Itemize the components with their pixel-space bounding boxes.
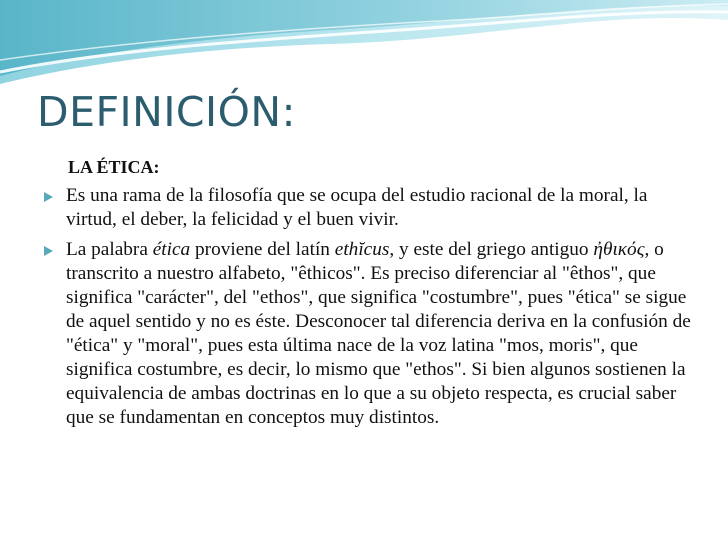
term-greek: ἠθικός <box>593 239 645 260</box>
bullet-icon <box>44 246 53 256</box>
bullet-text-part: La palabra <box>66 239 153 260</box>
bullet-text-part: , o transcrito a nuestro alfabeto, "êthicos". Es preciso diferenciar al "êthos", que significa "carácter", del "ethos", que significa "costumbre", pues "ética" se sigue de aquel sentido y no es éste. Desconocer tal diferencia deriva en la confusión de "ética" y "moral", pues esta última nace de la voz latina "mos, moris", que significa costumbre, es decir, lo mismo que "ethos". Si bien algunos sostienen la equivalencia de ambas doctrinas en lo que a su objeto respecta, es crucial saber que se fundamentan en conceptos muy distintos. <box>66 239 691 428</box>
bullet-list <box>44 184 694 436</box>
subheading: LA ÉTICA: <box>68 157 160 177</box>
list-item <box>44 184 694 232</box>
list-item <box>44 238 694 430</box>
bullet-text: Es una rama de la filosofía que se ocupa del estudio racional de la moral, la virtud, el deber, la felicidad y el buen vivir. <box>66 185 648 230</box>
term-ethicus: ethĭcus <box>334 239 390 260</box>
slide-title: DEFINICIÓN: <box>37 88 296 136</box>
bullet-text-part: , y este del griego antiguo <box>389 239 594 260</box>
header-wave-decoration <box>0 0 728 90</box>
term-etica: ética <box>152 239 191 260</box>
bullet-icon <box>44 192 53 202</box>
bullet-text-part: proviene del latín <box>190 239 335 260</box>
